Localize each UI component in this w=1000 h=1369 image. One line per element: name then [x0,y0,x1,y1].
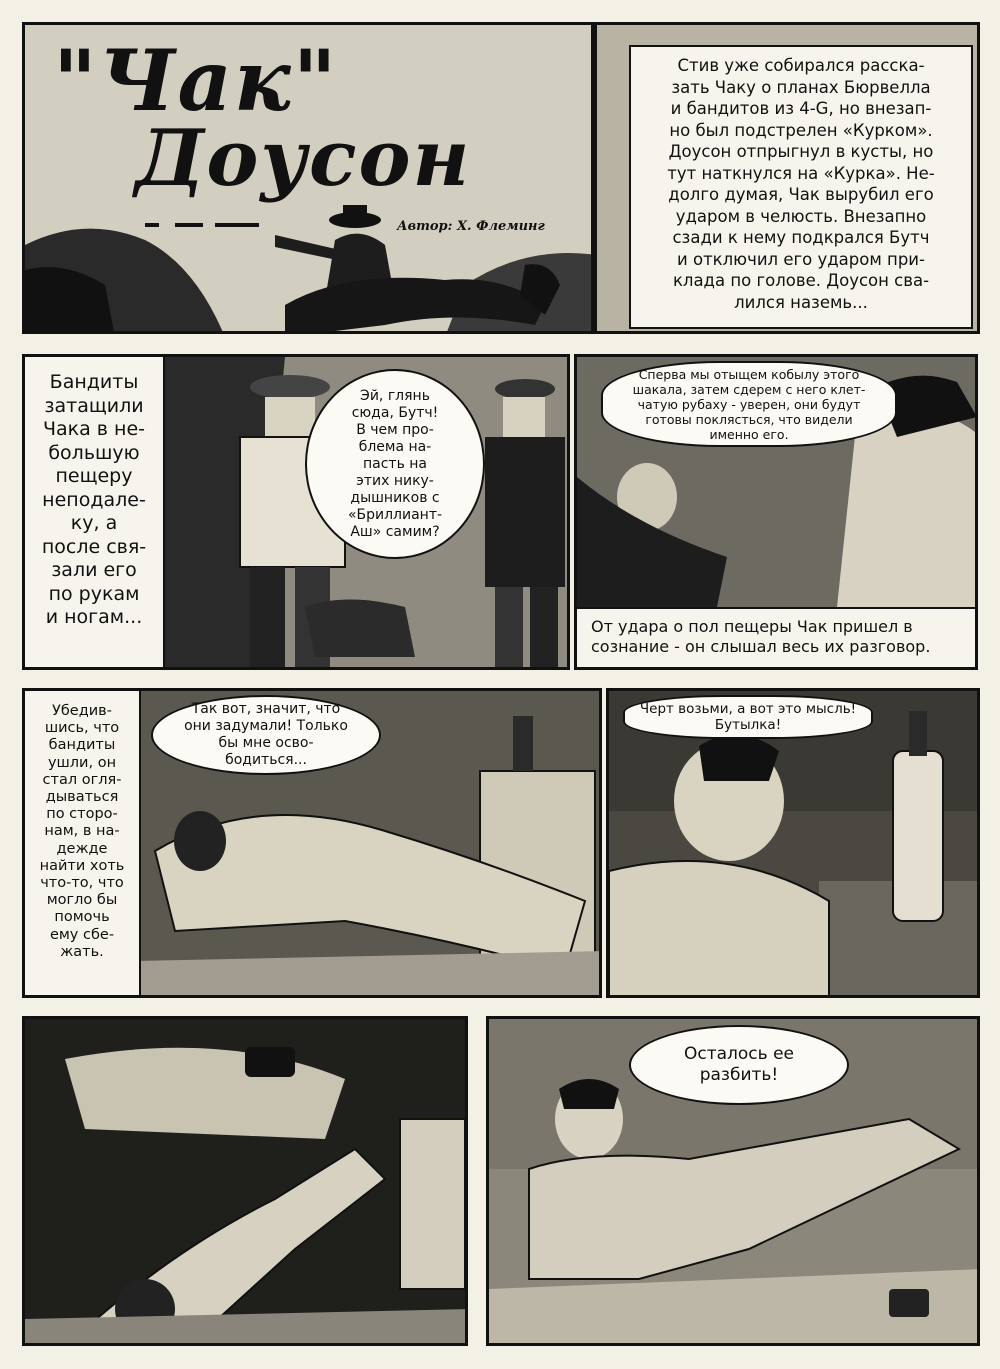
speech-bubble-bottle: Черт возьми, а вот это мысль! Бутылка! [623,695,873,739]
panel-4-1 [22,1016,468,1346]
intro-panel [594,22,980,334]
panel-2-2-caption: От удара о пол пещеры Чак пришел в сознание - он слышал весь их разговор. [577,607,975,667]
panel-3-1 [22,688,602,998]
speech-bubble-butch: Эй, глянь сюда, Бутч! В чем про- блема на- пасть на этих нику- дышников с «Бриллиант- Аш» самим? [305,369,485,559]
panel-2-1 [22,354,570,670]
chuck-kicking-illustration [25,1019,468,1346]
panel-3-1-caption: Убедив- шись, что бандиты ушли, он стал огля- дываться по сторо- нам, в на- дежде найти хоть что-то, что могло бы помочь ему сбе- жать. [25,691,141,995]
comic-byline: Автор: Х. Флеминг [397,219,545,234]
comic-title-line2: Доусон [135,113,472,204]
speech-bubble-thought: Так вот, значит, что они задумали! Только бы мне осво- бодиться... [151,695,381,775]
panel-3-2 [606,688,980,998]
comic-title-line1: "Чак" [53,31,339,130]
intro-caption: Стив уже собирался расска- зать Чаку о планах Бюрвелла и бандитов из 4-G, но внезап- но был подстрелен «Курком». Доусон отпрыгнул в кусты, но тут наткнулся на «Курка». Не- долго думая, Чак вырубил его ударом в челюсть. Внезапно сзади к нему подкрался Бутч и отключил его ударом при- клада по голове. Доусон сва- лился наземь... [629,45,973,329]
speech-bubble-break: Осталось ее разбить! [629,1025,849,1105]
panel-2-2 [574,354,978,670]
speech-bubble-plan: Сперва мы отыщем кобылу этого шакала, затем сдерем с него клет- чатую рубаху - уверен, они будут готовы поклясться, что видели именно его. [601,361,897,447]
panel-2-1-caption: Бандиты затащили Чака в не- большую пещеру неподале- ку, а после свя- зали его по рукам и ногам... [25,357,165,667]
title-panel [22,22,594,334]
panel-4-2 [486,1016,980,1346]
